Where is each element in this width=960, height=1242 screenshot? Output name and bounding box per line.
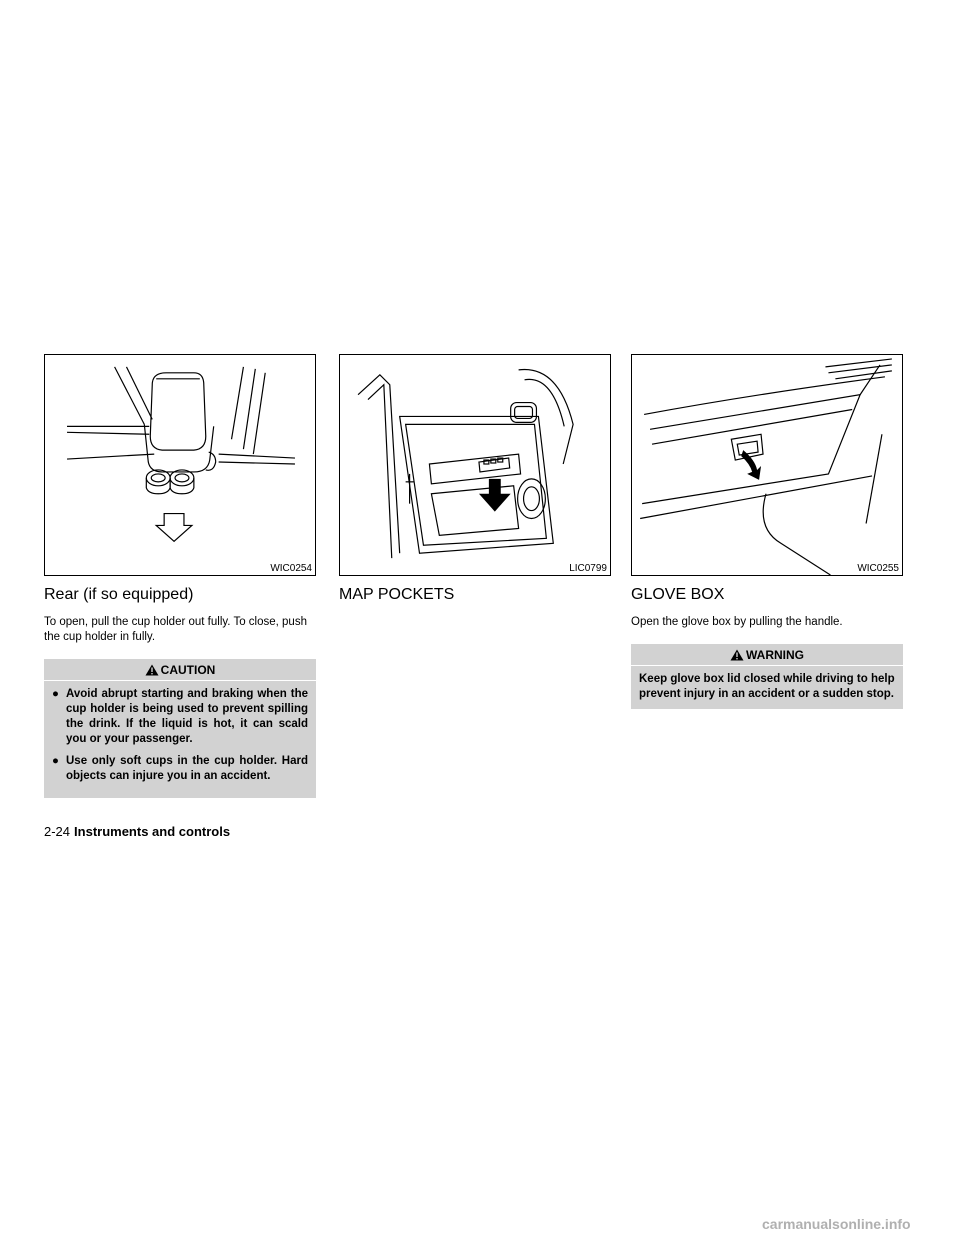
figure-code: WIC0255 <box>857 563 899 574</box>
page-number: 2-24 <box>44 824 71 839</box>
figure-code: WIC0254 <box>270 563 312 574</box>
glove-box-drawing <box>632 355 902 575</box>
caution-box <box>44 659 316 798</box>
glove-box-illustration <box>631 354 903 576</box>
caution-title: CAUTION <box>160 662 216 677</box>
warning-triangle-icon <box>145 664 159 676</box>
warning-box <box>631 644 903 709</box>
body-text: To open, pull the cup holder out fully. To close, push the cup holder in fully. <box>44 616 307 643</box>
caution-list <box>44 681 316 784</box>
cup-holder-illustration <box>44 354 316 576</box>
section-title: Instruments and controls <box>74 824 231 839</box>
body-text: Open the glove box by pulling the handle. <box>631 616 843 628</box>
column-glove-box <box>631 354 903 709</box>
bullet-icon: ● <box>52 755 59 767</box>
figure-code: LIC0799 <box>569 563 607 574</box>
column-map-pockets <box>339 354 611 615</box>
page-footer <box>44 824 230 840</box>
door-drawing <box>340 355 610 575</box>
door-map-pocket-illustration <box>339 354 611 576</box>
warning-triangle-icon <box>730 649 744 661</box>
caution-item: ● Use only soft cups in the cup holder. Hard objects can injure you in an accident. <box>52 755 308 782</box>
caution-item: ● Avoid abrupt starting and braking when the cup holder is being used to prevent spilling the drink. If the liquid is hot, it can scald you or your passenger. <box>52 688 308 745</box>
warning-text: Keep glove box lid closed while driving to help prevent injury in an accident or a sudden stop. <box>639 673 895 700</box>
section-heading: MAP POCKETS <box>339 586 455 603</box>
bullet-icon: ● <box>52 688 59 700</box>
section-heading: Rear (if so equipped) <box>44 586 194 603</box>
warning-header <box>631 644 903 666</box>
column-rear-cup-holder <box>44 354 316 798</box>
warning-title: WARNING <box>746 647 804 662</box>
section-heading: GLOVE BOX <box>631 586 725 603</box>
caution-header <box>44 659 316 681</box>
watermark: carmanualsonline.info <box>762 1216 911 1232</box>
cup-holder-drawing <box>45 355 315 575</box>
